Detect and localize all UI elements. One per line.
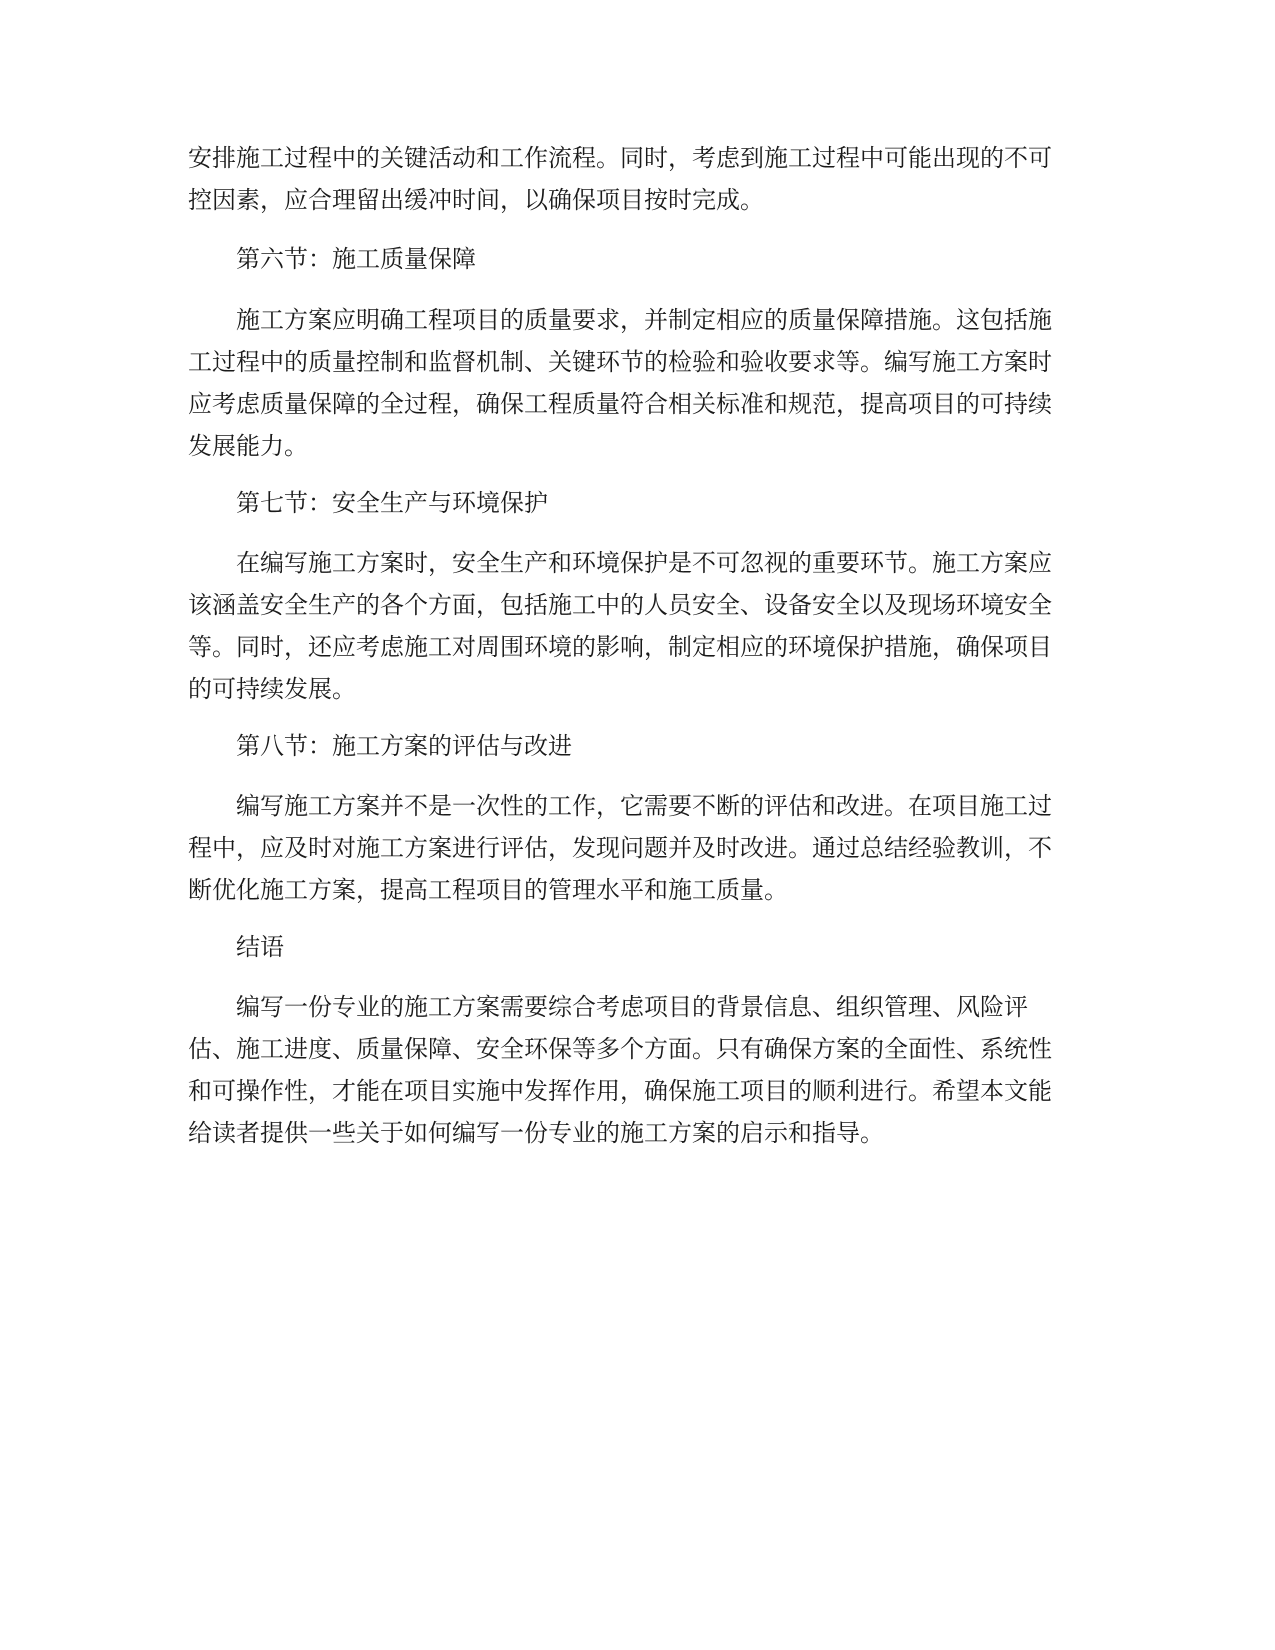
text-line: 发展能力。	[188, 432, 308, 460]
text-line: 等。同时，还应考虑施工对周围环境的影响，制定相应的环境保护措施，确保项目	[188, 633, 1052, 661]
heading-text: 第六节：施工质量保障	[236, 245, 476, 273]
section-heading-6	[188, 238, 1138, 280]
section-heading-7	[188, 482, 1138, 524]
text-line: 工过程中的质量控制和监督机制、关键环节的检验和验收要求等。编写施工方案时	[188, 348, 1052, 376]
text-line: 控因素，应合理留出缓冲时间，以确保项目按时完成。	[188, 186, 764, 214]
heading-text: 第八节：施工方案的评估与改进	[236, 732, 572, 760]
paragraph-conclusion	[188, 986, 1090, 1154]
text-line: 给读者提供一些关于如何编写一份专业的施工方案的启示和指导。	[188, 1119, 884, 1147]
text-line: 和可操作性，才能在项目实施中发挥作用，确保施工项目的顺利进行。希望本文能	[188, 1077, 1052, 1105]
text-line: 编写施工方案并不是一次性的工作，它需要不断的评估和改进。在项目施工过	[236, 792, 1052, 820]
paragraph-quality	[188, 299, 1090, 467]
text-line: 该涵盖安全生产的各个方面，包括施工中的人员安全、设备安全以及现场环境安全	[188, 591, 1052, 619]
paragraph-evaluation	[188, 785, 1090, 911]
paragraph-safety	[188, 542, 1090, 710]
heading-text: 结语	[236, 933, 284, 961]
text-line: 安排施工过程中的关键活动和工作流程。同时，考虑到施工过程中可能出现的不可	[188, 144, 1052, 172]
text-line: 施工方案应明确工程项目的质量要求，并制定相应的质量保障措施。这包括施	[236, 306, 1052, 334]
text-line: 断优化施工方案，提高工程项目的管理水平和施工质量。	[188, 876, 788, 904]
text-line: 应考虑质量保障的全过程，确保工程质量符合相关标准和规范，提高项目的可持续	[188, 390, 1052, 418]
section-heading-8	[188, 725, 1138, 767]
paragraph-continued	[188, 137, 1090, 221]
text-line: 在编写施工方案时，安全生产和环境保护是不可忽视的重要环节。施工方案应	[236, 549, 1052, 577]
conclusion-heading	[188, 926, 1138, 968]
text-line: 估、施工进度、质量保障、安全环保等多个方面。只有确保方案的全面性、系统性	[188, 1035, 1052, 1063]
heading-text: 第七节：安全生产与环境保护	[236, 489, 548, 517]
text-line: 编写一份专业的施工方案需要综合考虑项目的背景信息、组织管理、风险评	[236, 993, 1028, 1021]
text-line: 的可持续发展。	[188, 675, 356, 703]
text-line: 程中，应及时对施工方案进行评估，发现问题并及时改进。通过总结经验教训，不	[188, 834, 1052, 862]
